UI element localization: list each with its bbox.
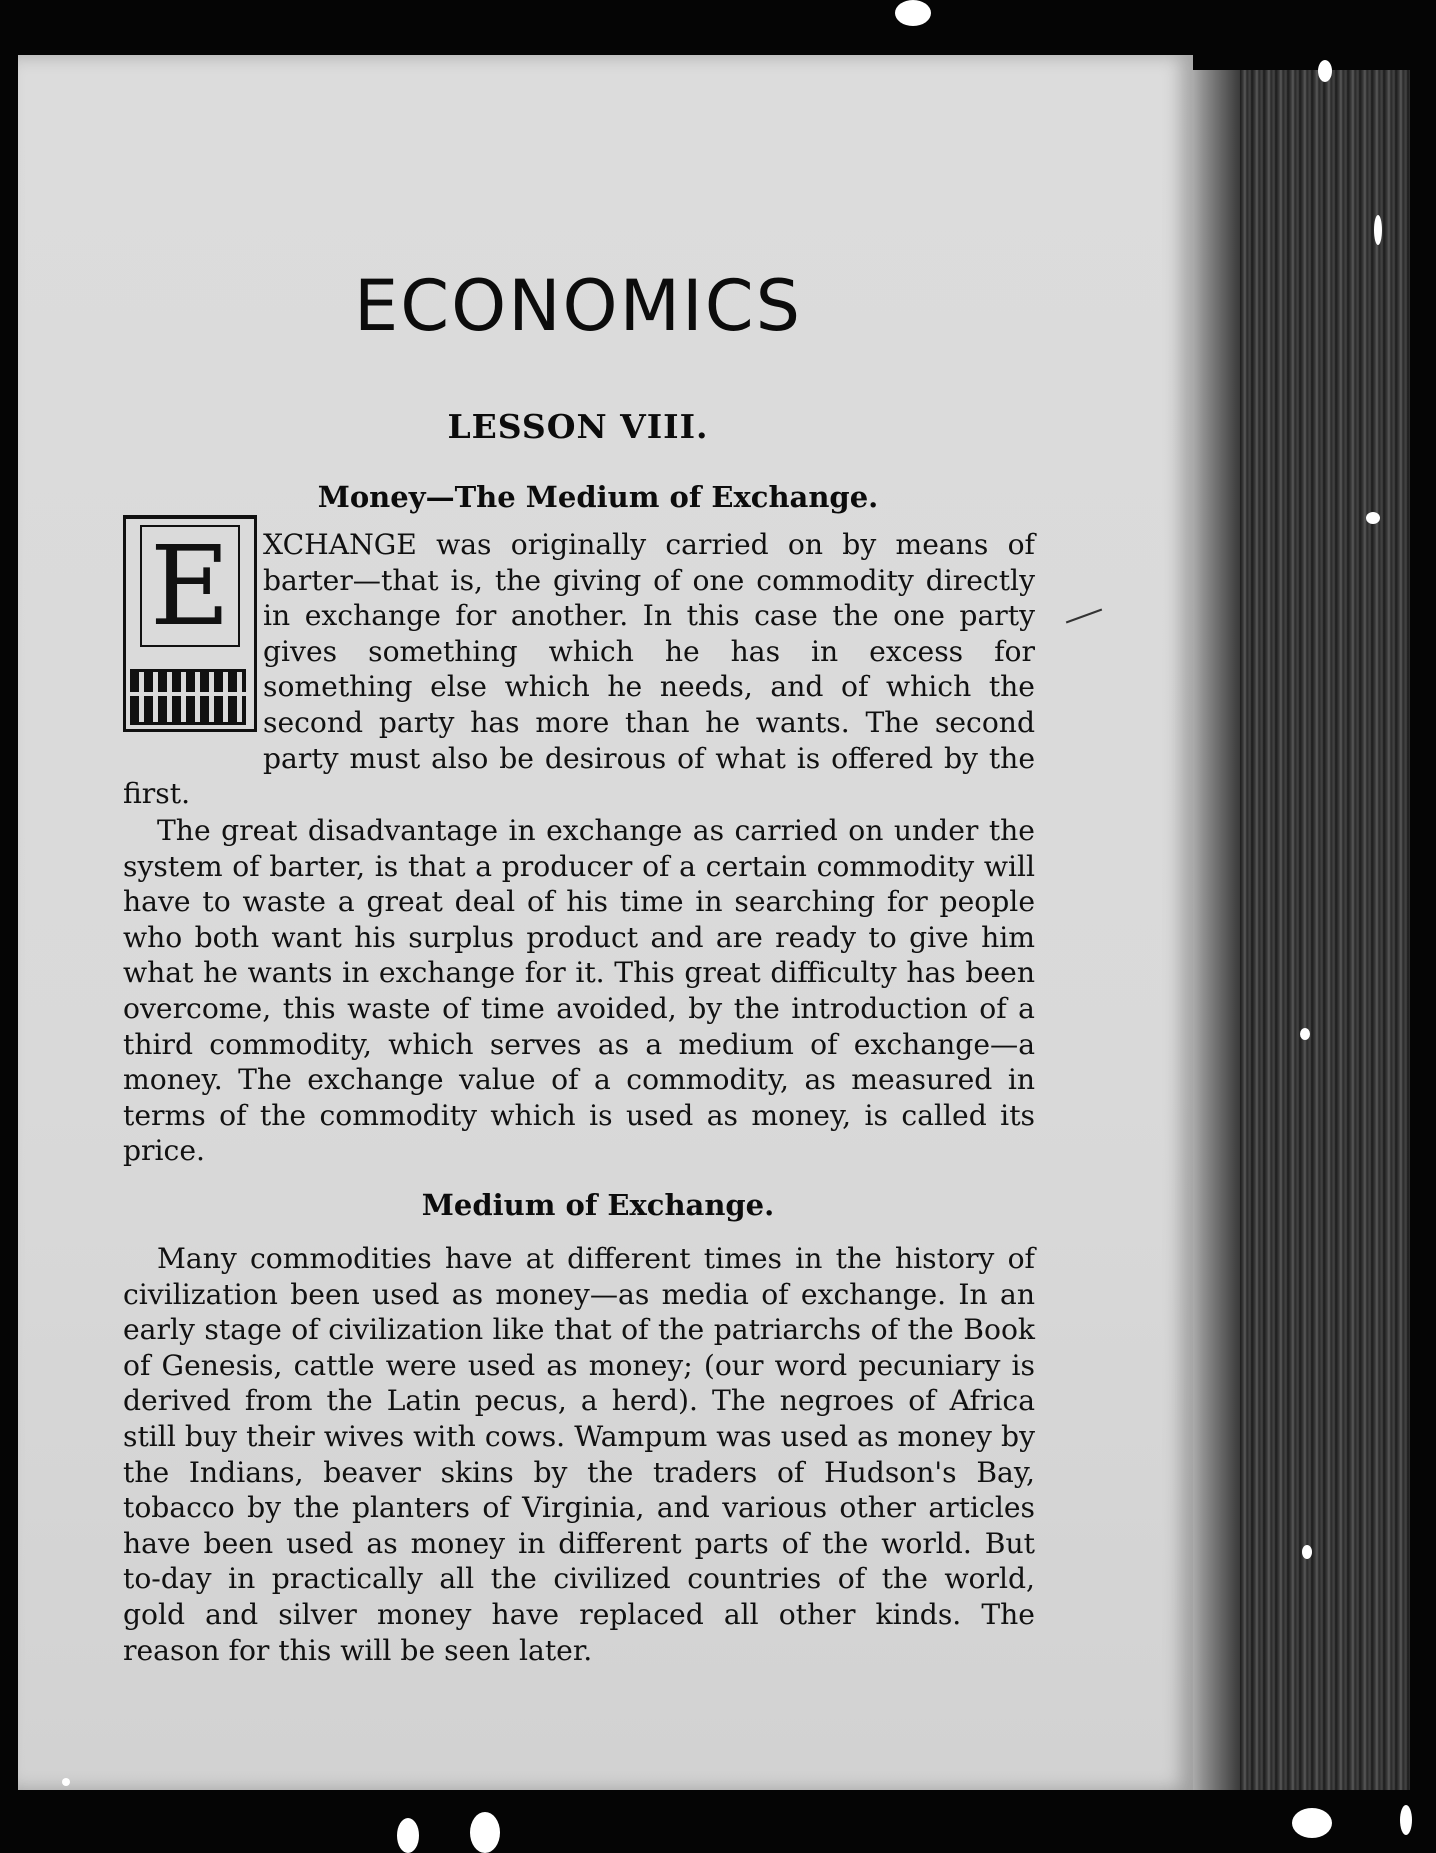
scan-speck — [1302, 1545, 1312, 1559]
drop-cap-letter: E — [140, 525, 240, 647]
scan-speck — [1366, 512, 1380, 524]
lesson-heading: LESSON VIII. — [447, 407, 709, 446]
scan-speck — [1400, 1805, 1412, 1835]
scan-speck — [397, 1818, 419, 1853]
paragraph-disadvantage: The great disadvantage in exchange as carried on under the system of barter, is that a producer of a certain commodity will have to waste a great deal of his time in searching for people who both want his surplus product and are ready to give him what he wants in exchange for it. This great difficulty has been overcome, this waste of time avoided, by the introduction of a third commodity, which serves as a medium of exchange—a money. The exchange value of a commodity, as measured in terms of the commodity which is used as money, is called its price. — [123, 814, 1035, 1168]
book-page — [18, 55, 1193, 1790]
section-heading-medium: Medium of Exchange. — [421, 1188, 775, 1222]
scan-speck — [895, 0, 931, 26]
drop-cap-spacer — [123, 527, 263, 757]
paragraph-barter-text: XCHANGE was originally carried on by means of barter—that is, the giving of one commodity directly in exchange for another. In this case the one party gives something which he has in excess for something else which he needs, and of which the second party has more than he wants. The second party must also be desirous of what is offered by the first. — [123, 528, 1035, 811]
page-title: ECONOMICS — [353, 265, 802, 347]
scan-speck — [1374, 215, 1382, 245]
scan-speck — [62, 1778, 70, 1786]
paragraph-barter — [123, 527, 1035, 812]
scan-speck — [470, 1812, 500, 1853]
paragraph-commodities: Many commodities have at different times in the history of civilization been used as money—as media of exchange. In an early stage of civilization like that of the patriarchs of the Book of Genesis, cattle were used as money; (our word pecuniary is derived from the Latin pecus, a herd). The negroes of Africa still buy their wives with cows. Wampum was used as money by the Indians, beaver skins by the traders of Hudson's Bay, tobacco by the planters of Virginia, and various other articles have been used as money in different parts of the world. But to-day in practically all the civilized countries of the world, gold and silver money have replaced all other kinds. The reason for this will be seen later. — [123, 1242, 1035, 1667]
scan-speck — [1300, 1028, 1310, 1040]
section-heading-money: Money—The Medium of Exchange. — [317, 480, 879, 514]
scan-speck — [1292, 1808, 1332, 1838]
scan-speck — [1318, 60, 1332, 82]
